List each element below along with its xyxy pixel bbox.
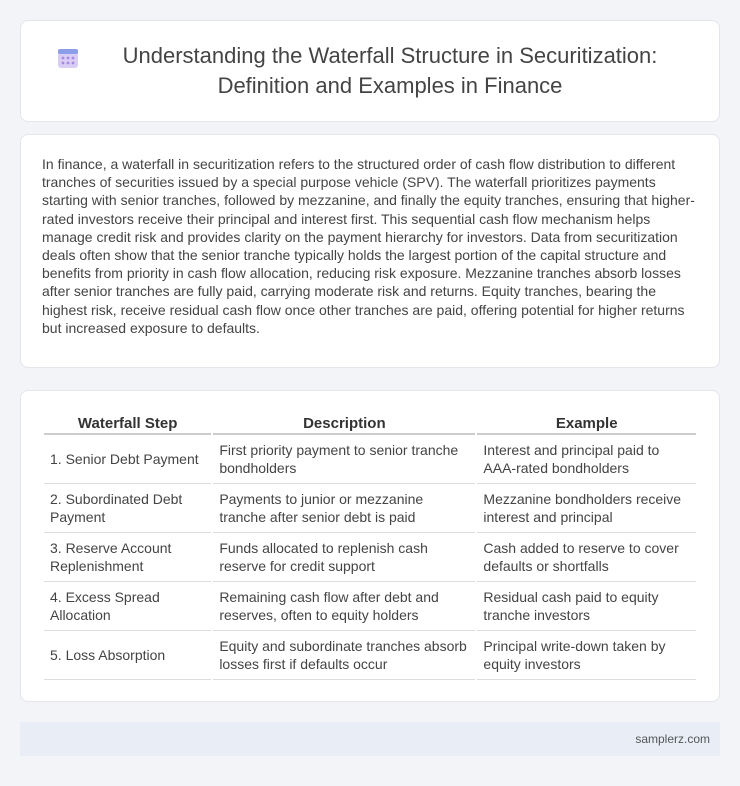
description-cell: Remaining cash flow after debt and reserves, often to equity holders	[213, 582, 475, 631]
step-cell: 3. Reserve Account Replenishment	[44, 533, 211, 582]
table-row	[44, 582, 696, 631]
site-link[interactable]: samplerz.com	[635, 732, 710, 746]
example-cell: Cash added to reserve to cover defaults or shortfalls	[477, 533, 696, 582]
waterfall-table	[42, 413, 698, 680]
table-row	[44, 533, 696, 582]
calendar-icon	[57, 47, 79, 69]
column-header: Waterfall Step	[44, 413, 211, 435]
footer	[20, 722, 720, 756]
example-cell: Interest and principal paid to AAA-rated bondholders	[477, 435, 696, 484]
step-cell: 4. Excess Spread Allocation	[44, 582, 211, 631]
table-row	[44, 484, 696, 533]
column-header: Example	[477, 413, 696, 435]
column-header: Description	[213, 413, 475, 435]
description-cell: First priority payment to senior tranche bondholders	[213, 435, 475, 484]
example-cell: Principal write-down taken by equity investors	[477, 631, 696, 680]
intro-paragraph: In finance, a waterfall in securitization refers to the structured order of cash flow distribution to different tranches of securities issued by a special purpose vehicle (SPV). The waterfall prioritizes payments starting with senior tranches, followed by mezzanine, and finally the equity tranches, ensuring that higher-rated investors receive their principal and interest first. This sequential cash flow mechanism helps manage credit risk and provides clarity on the payment hierarchy for investors. Data from securitization deals often show that the senior tranche typically holds the largest portion of the capital structure and benefits from priority in cash flow allocation, reducing risk exposure. Mezzanine tranches absorb losses after senior tranches are fully paid, carrying moderate risk and returns. Equity tranches, bearing the highest risk, receive residual cash flow once other tranches are paid, offering potential for higher returns but increased exposure to defaults.	[42, 156, 695, 336]
table-header-row	[44, 413, 696, 435]
example-cell: Residual cash paid to equity tranche investors	[477, 582, 696, 631]
table-row	[44, 435, 696, 484]
header-card	[20, 20, 720, 122]
page-title: Understanding the Waterfall Structure in Securitization: Definition and Examples in Finance	[122, 43, 658, 98]
step-cell: 2. Subordinated Debt Payment	[44, 484, 211, 533]
description-cell: Equity and subordinate tranches absorb losses first if defaults occur	[213, 631, 475, 680]
step-cell: 1. Senior Debt Payment	[44, 435, 211, 484]
step-cell: 5. Loss Absorption	[44, 631, 211, 680]
example-cell: Mezzanine bondholders receive interest and principal	[477, 484, 696, 533]
intro-card	[20, 134, 720, 368]
table-card	[20, 390, 720, 702]
table-row	[44, 631, 696, 680]
description-cell: Funds allocated to replenish cash reserve for credit support	[213, 533, 475, 582]
description-cell: Payments to junior or mezzanine tranche after senior debt is paid	[213, 484, 475, 533]
